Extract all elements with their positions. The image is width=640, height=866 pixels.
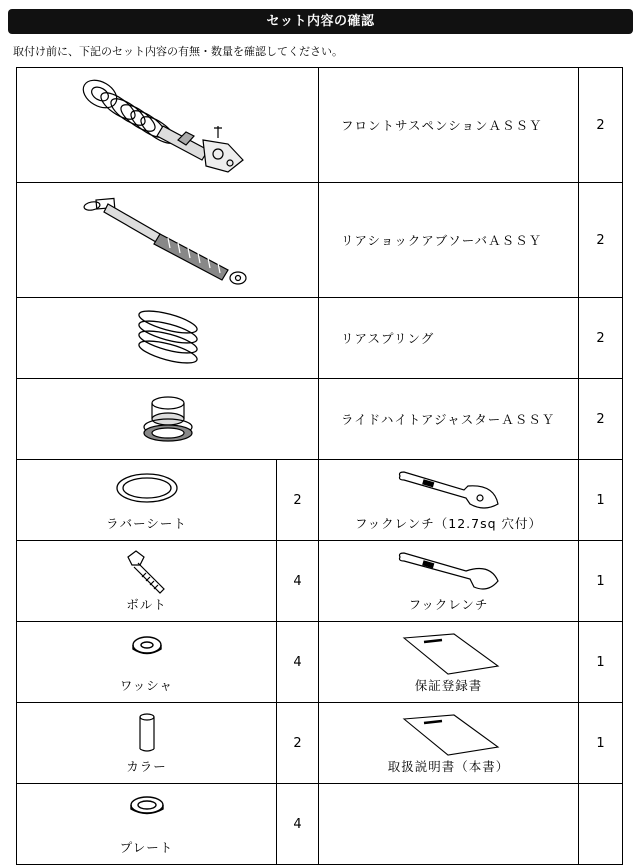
front-suspension-assy-illustration <box>68 70 268 180</box>
item-name: フックレンチ <box>408 597 489 612</box>
item-qty: 2 <box>579 68 623 183</box>
rubber-seat-illustration <box>112 468 182 508</box>
item-qty: 2 <box>277 703 319 784</box>
item-name: ボルト <box>126 597 167 612</box>
table-row <box>17 68 623 183</box>
item-qty: 2 <box>579 183 623 298</box>
hook-wrench-illustration <box>394 549 504 594</box>
table-row <box>17 460 623 541</box>
intro-text: 取付け前に、下記のセット内容の有無・数量を確認してください。 <box>13 45 343 58</box>
table-row <box>17 298 623 379</box>
item-name: ワッシャ <box>119 678 174 693</box>
table-row <box>17 622 623 703</box>
item-name: フックレンチ（12.7sq 穴付） <box>354 516 543 531</box>
rear-shock-absorber-illustration <box>78 190 258 290</box>
washer-illustration <box>127 630 167 660</box>
item-name: フロントサスペンションＡＳＳＹ <box>319 68 579 183</box>
item-qty: 2 <box>579 298 623 379</box>
item-qty: 2 <box>277 460 319 541</box>
table-row <box>17 541 623 622</box>
item-qty: 1 <box>579 460 623 541</box>
empty-qty-cell <box>579 784 623 865</box>
table-row <box>17 379 623 460</box>
item-name: リアスプリング <box>319 298 579 379</box>
item-qty: 4 <box>277 784 319 865</box>
item-qty: 1 <box>579 703 623 784</box>
manual-illustration <box>394 711 504 761</box>
table-row <box>17 183 623 298</box>
collar-illustration <box>135 711 159 755</box>
item-qty: 1 <box>579 541 623 622</box>
item-name: 取扱説明書（本書） <box>387 759 510 774</box>
item-name: リアショックアブソーバＡＳＳＹ <box>319 183 579 298</box>
empty-cell <box>319 784 579 865</box>
plate-illustration <box>127 792 167 822</box>
item-name: カラー <box>126 759 167 774</box>
item-qty: 4 <box>277 622 319 703</box>
item-qty: 1 <box>579 622 623 703</box>
table-row <box>17 784 623 865</box>
item-name: ライドハイトアジャスターＡＳＳＹ <box>319 379 579 460</box>
item-name: プレート <box>119 840 174 855</box>
item-name: 保証登録書 <box>414 678 483 693</box>
ride-height-adjuster-illustration <box>138 389 198 449</box>
table-row <box>17 703 623 784</box>
rear-spring-illustration <box>128 308 208 368</box>
page-title: セット内容の確認 <box>8 9 633 34</box>
hook-wrench-with-hole-illustration <box>394 468 504 513</box>
warranty-card-illustration <box>394 630 504 680</box>
item-name: ラバーシート <box>106 516 187 531</box>
item-qty: 4 <box>277 541 319 622</box>
item-qty: 2 <box>579 379 623 460</box>
contents-table <box>16 67 623 865</box>
bolt-illustration <box>122 549 172 597</box>
